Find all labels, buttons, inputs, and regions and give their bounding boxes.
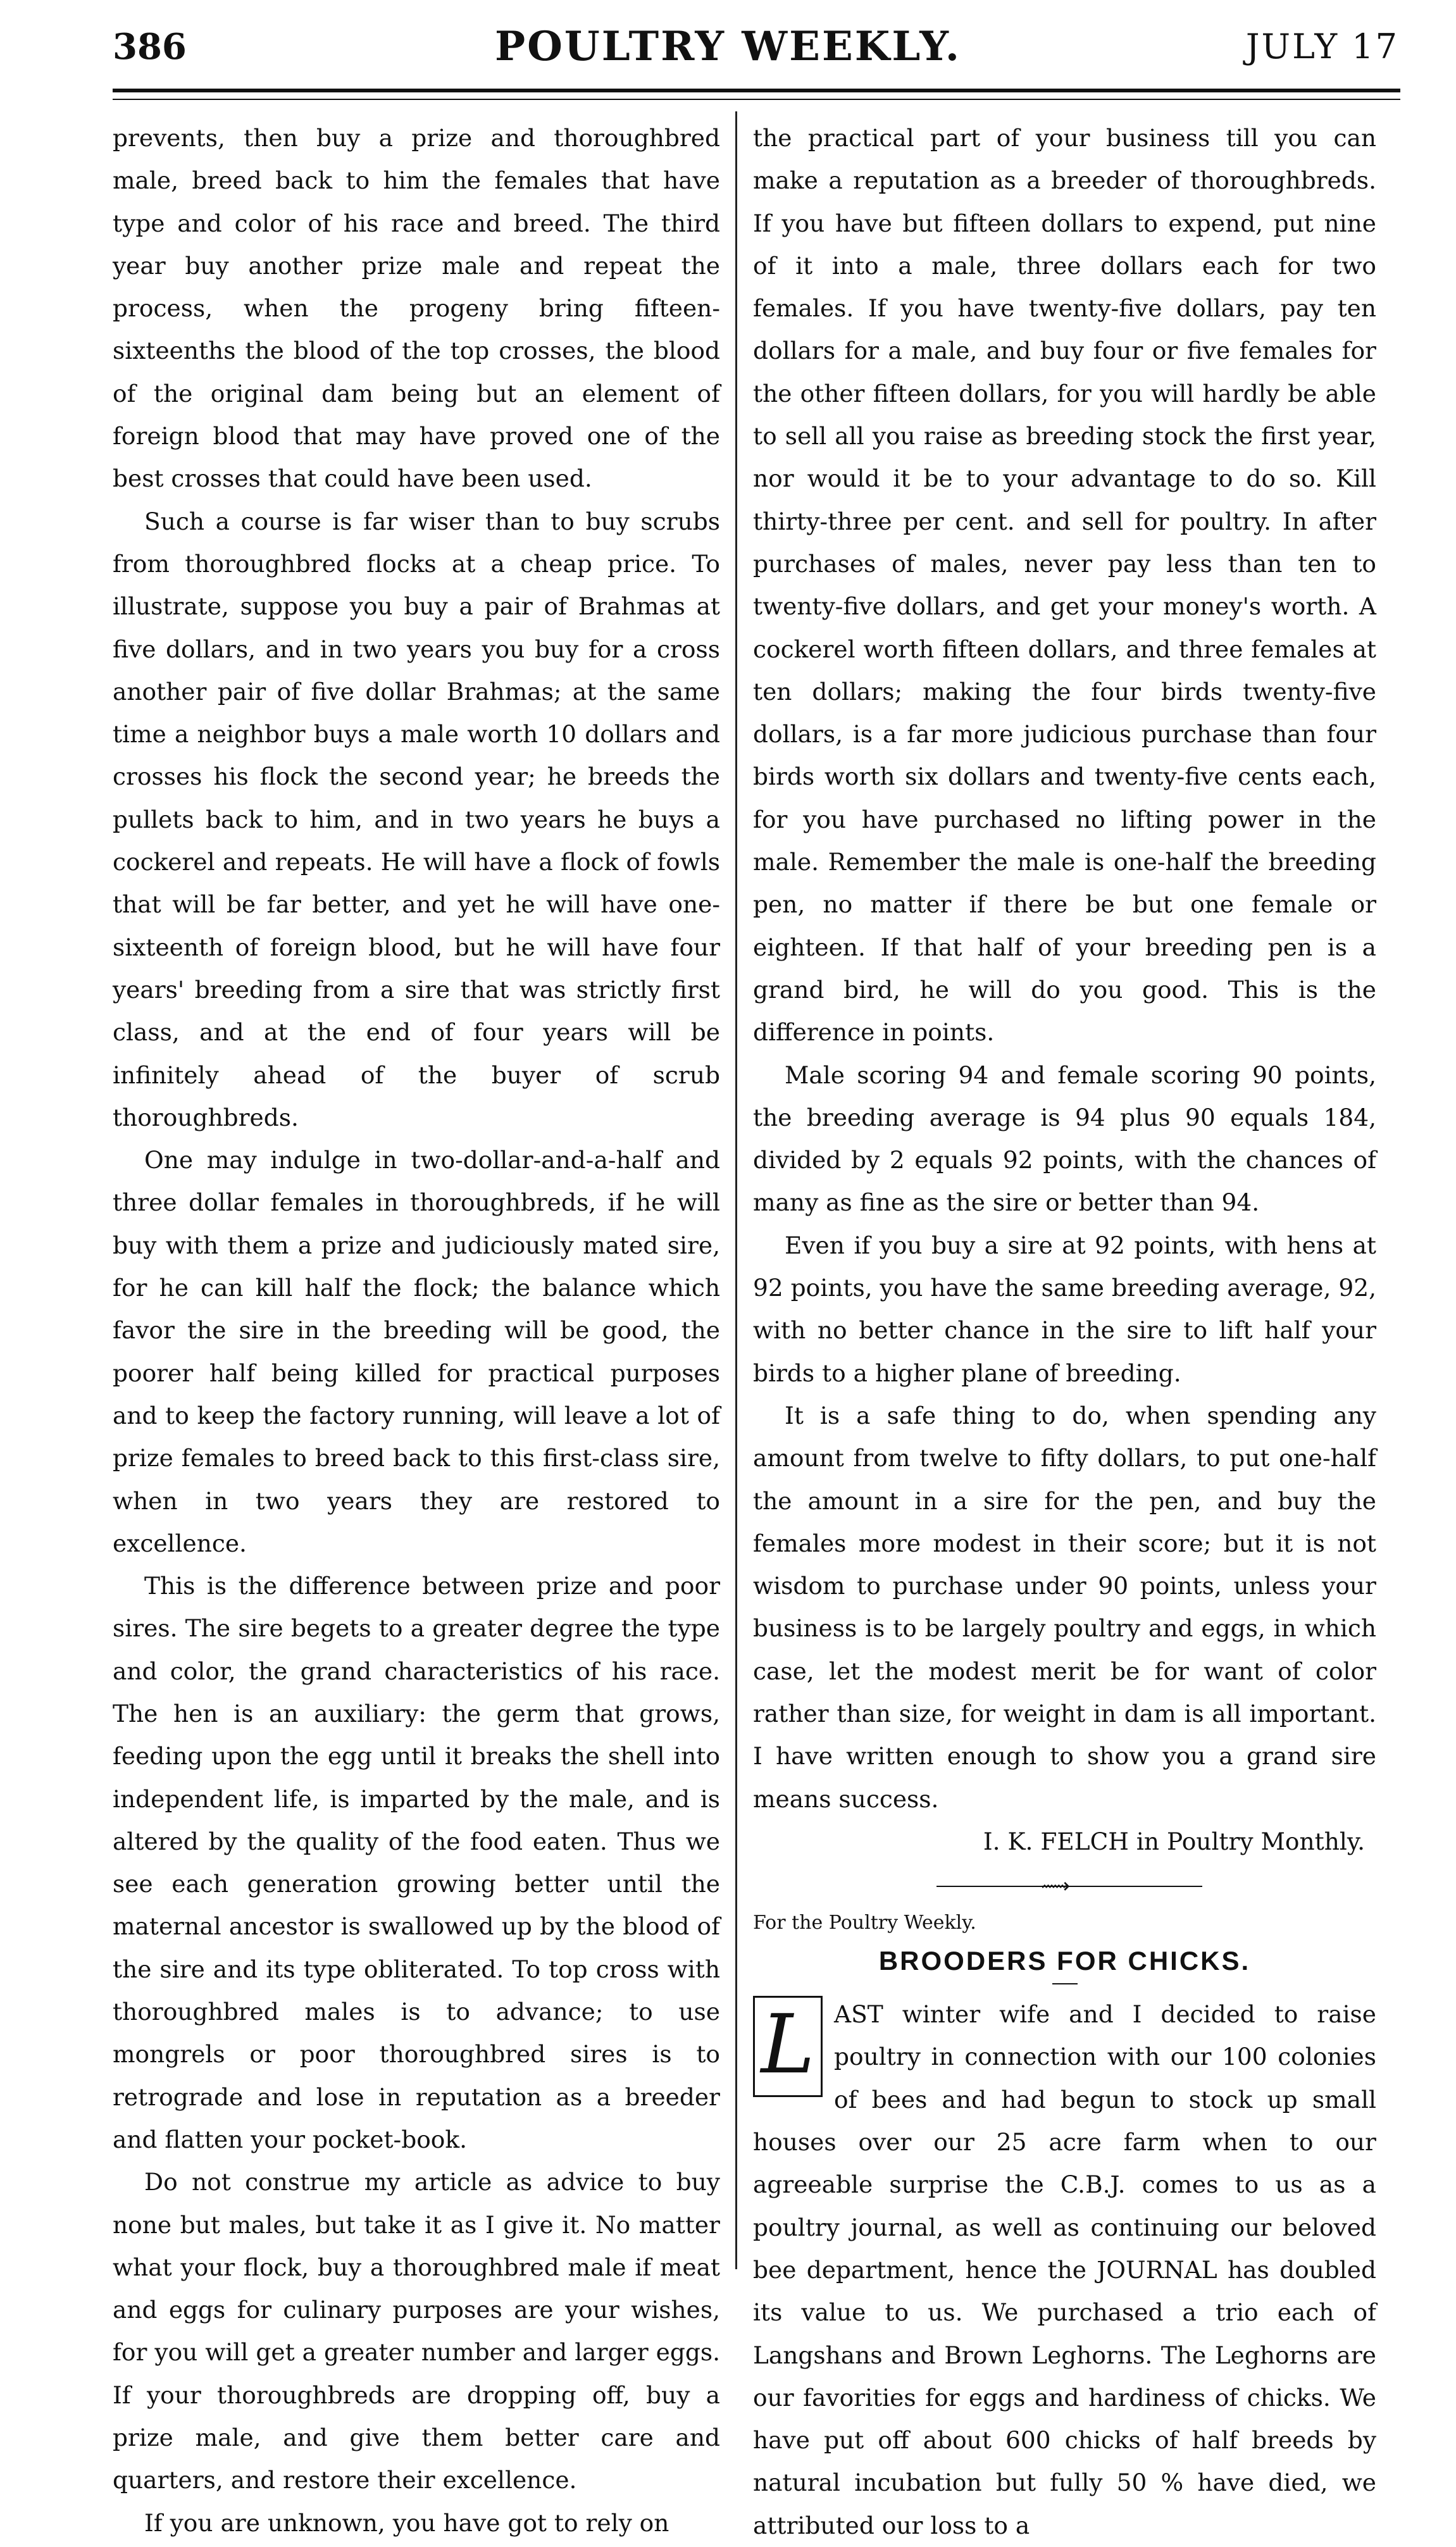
paragraph: One may indulge in two-dollar-and-a-half and three dollar females in thoroughbreds, if he will buy with them a prize and judiciously mated sire, for he can kill half the flock; the balance which favor the sire in the breeding will be good, the poorer half being killed for practical purposes and to keep the factory running, will leave a lot of prize females to breed back to this first-class sire, when in two years they are restored to excellence. [113, 1146, 720, 1557]
source-line: For the Poultry Weekly. [753, 1912, 976, 1934]
article-heading: BROODERS FOR CHICKS. [878, 1946, 1251, 1976]
right-column [753, 117, 1376, 2547]
left-column [113, 117, 720, 2544]
paragraph: prevents, then buy a prize and thoroughbred male, breed back to him the females that have type and color of his race and breed. The third year buy another prize male and repeat the process, when the progeny bring fifteen-sixteenths the blood of the top crosses, the blood of the original dam being but an element of foreign blood that may have proved one of the best crosses that could have been used. [113, 124, 720, 493]
section-divider [753, 1863, 1376, 1907]
page-header [0, 0, 1456, 108]
paragraph: the practical part of your business till you can make a reputation as a breeder of thoroughbreds. If you have but fifteen dollars to expend, put nine of it into a male, three dollars each for two females. If you have twenty-five dollars, pay ten dollars for a male, and buy four or five females for the other fifteen dollars, for you will hardly be able to sell all you raise as breeding stock the first year, nor would it be to your advantage to do so. Kill thirty-three per cent. and sell for poultry. In after purchases of males, never pay less than ten to twenty-five dollars, and get your money's worth. A cockerel worth fifteen dollars, and three females at ten dollars; making the four birds twenty-five dollars, is a far more judicious purchase than four birds worth six dollars and twenty-five cents each, for you have purchased no lifting power in the male. Remember the male is one-half the breeding pen, no matter if there be but one female or eighteen. If that half of your breeding pen is a grand bird, he will do you good. This is the difference in points. [753, 124, 1376, 1047]
running-title: POULTRY WEEKLY. [495, 23, 961, 70]
paragraph: Such a course is far wiser than to buy scrubs from thoroughbred flocks at a cheap price. To illustrate, suppose you buy a pair of Brahmas at five dollars, and in two years you buy for a cross another pair of five dollar Brahmas; at the same time a neighbor buys a male worth 10 dollars and crosses his flock the second year; he breeds the pullets back to him, and in two years he buys a cockerel and repeats. He will have a flock of fowls that will be far better, and yet he will have one-sixteenth of foreign blood, but he will have four years' breeding from a sire that was strictly first class, and at the end of four years will be infinitely ahead of the buyer of scrub thoroughbreds. [113, 507, 720, 1131]
paragraph: AST winter wife and I decided to raise poultry in connection with our 100 colonies of bees and had begun to stock up small houses over our 25 acre farm when to our agreeable surprise the C.B.J. comes to us as a poultry journal, as well as continuing our beloved bee department, hence the JOURNAL has doubled its value to us. We purchased a trio each of Langshans and Brown Leghorns. The Leghorns are our favorities for eggs and hardiness of chicks. We have put off about 600 chicks of half breeds by natural incubation but fully 50 % have died, we attributed our loss to a [753, 2000, 1376, 2539]
header-rule-thick [113, 89, 1400, 92]
paragraph: Do not construe my article as advice to buy none but males, but take it as I give it. No matter what your flock, buy a thoroughbred male if meat and eggs for culinary purposes are your wishes, for you will get a greater number and larger eggs. If your thoroughbreds are dropping off, buy a prize male, and give them better care and quarters, and restore their excellence. [113, 2168, 720, 2494]
drop-cap: L [753, 1996, 823, 2097]
paragraph: This is the difference between prize and poor sires. The sire begets to a greater degree the type and color, the grand characteristics of his race. The hen is an auxiliary: the germ that grows, feeding upon the egg until it breaks the shell into independent life, is imparted by the male, and is altered by the quality of the food eaten. Thus we see each generation growing better until the maternal ancestor is swallowed up by the blood of the sire and its type obliterated. To top cross with thoroughbred males is to advance; to use mongrels or poor thoroughbred sires is to retrograde and lose in reputation as a breeder and flatten your pocket-book. [113, 1572, 720, 2153]
ornament-icon: ⟿ [1041, 1874, 1070, 1898]
paragraph: Even if you buy a sire at 92 points, with hens at 92 points, you have the same breeding average, 92, with no better chance in the sire to lift half your birds to a higher plane of breeding. [753, 1231, 1376, 1387]
paragraph: Male scoring 94 and female scoring 90 points, the breeding average is 94 plus 90 equals 184, divided by 2 equals 92 points, with the chances of many as fine as the sire or better than 94. [753, 1061, 1376, 1217]
header-rule-thin [113, 99, 1400, 100]
heading-dash [1052, 1983, 1078, 1984]
paragraph: If you are unknown, you have got to rely on [144, 2508, 669, 2537]
article-body [753, 1993, 1376, 2547]
column-divider [735, 111, 737, 2269]
article-attribution: I. K. FELCH in Poultry Monthly. [983, 1827, 1365, 1855]
page-number: 386 [113, 26, 187, 68]
paragraph: It is a safe thing to do, when spending any amount from twelve to fifty dollars, to put one-half the amount in a sire for the pen, and buy the females more modest in their score; but it is not wisdom to purchase under 90 points, unless your business is to be largely poultry and eggs, in which case, let the modest merit be for want of color rather than size, for weight in dam is all important. I have written enough to show you a grand sire means success. [753, 1401, 1376, 1813]
issue-date: JULY 17 [1245, 27, 1399, 66]
